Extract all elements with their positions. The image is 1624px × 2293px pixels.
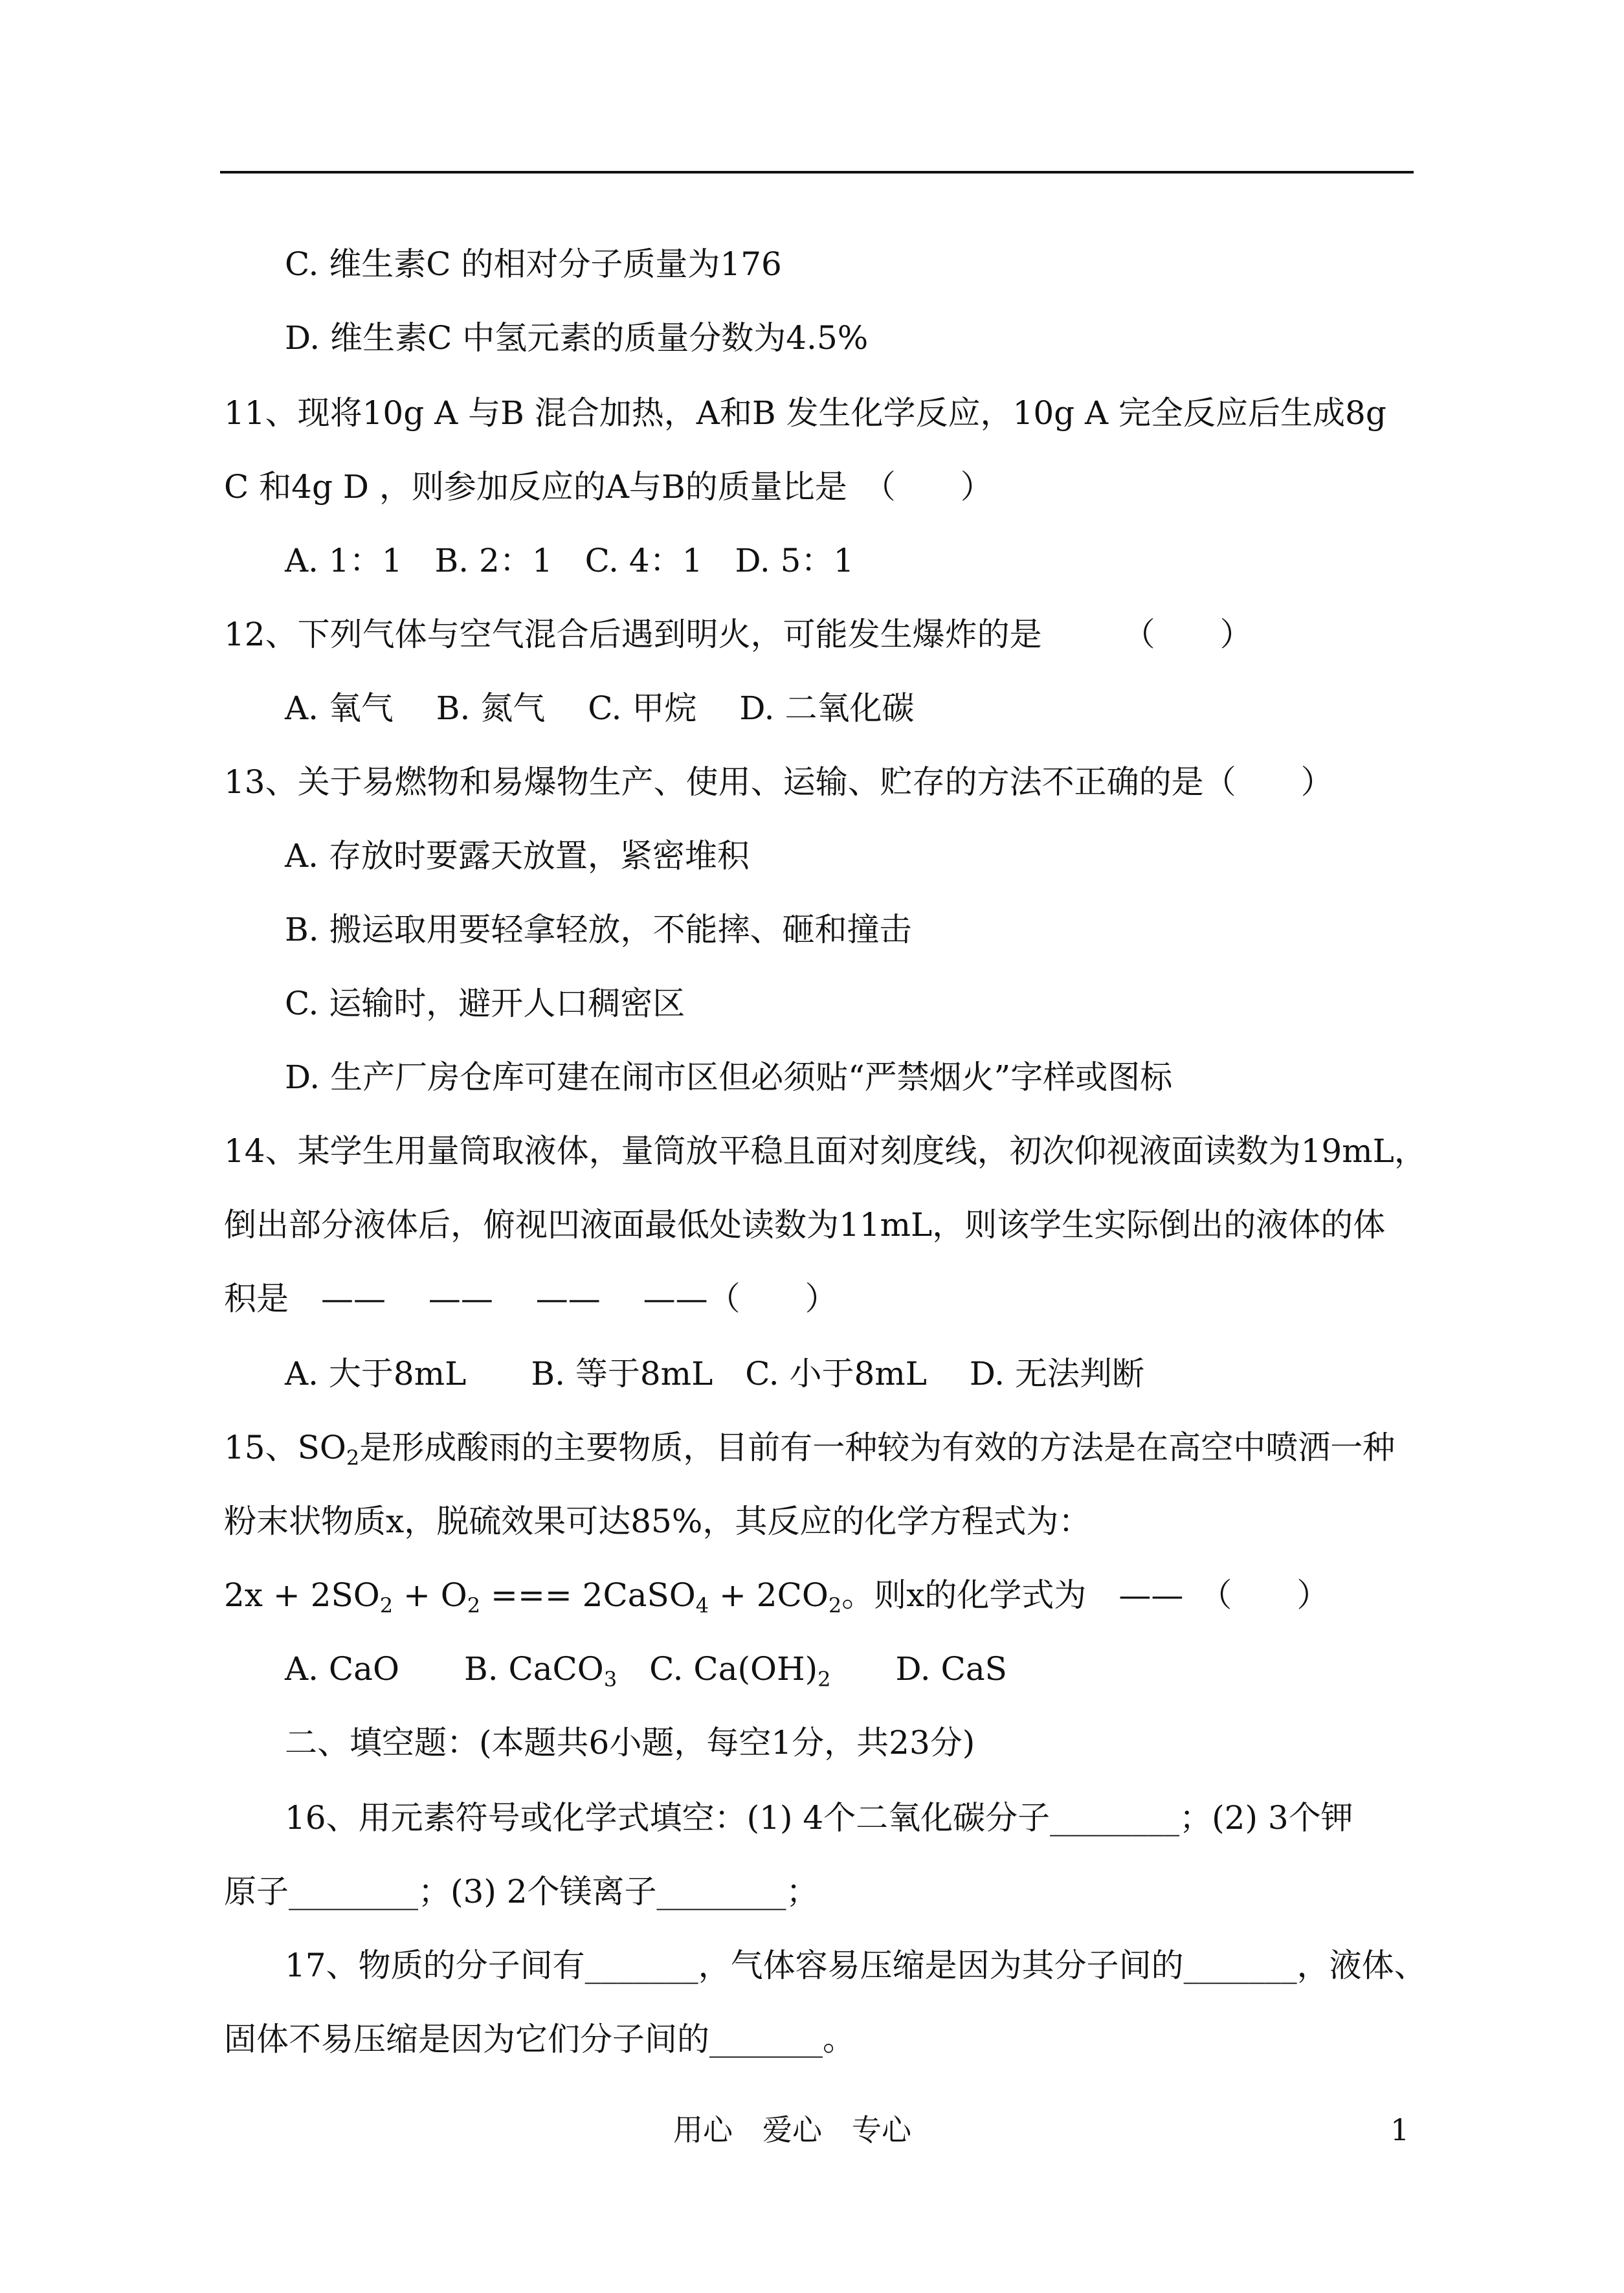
question-17-line-2: 固体不易压缩是因为它们分子间的_______。 (224, 2020, 855, 2058)
option-line: A. 存放时要露天放置，紧密堆积 (285, 837, 750, 875)
question-line: 14、某学生用量筒取液体，量筒放平稳且面对刻度线，初次仰视液面读数为19mL， (224, 1132, 1427, 1170)
header-rule (220, 171, 1414, 173)
footer-motto: 用心 爱心 专心 (673, 2112, 911, 2147)
question-15-options: A. CaO B. CaCO$_3$ C. $Ca(OH)_2$ D. CaS (285, 1650, 1007, 1692)
page-number: 1 (1390, 2112, 1410, 2147)
question-line: 积是 —— —— —— ——（ ） (224, 1280, 838, 1317)
option-line: A. 大于8mL B. 等于8mL C. 小于8mL D. 无法判断 (285, 1355, 1144, 1393)
question-line: C 和4g D ，则参加反应的A与B的质量比是 （ ） (224, 468, 993, 506)
option-line: B. 搬运取用要轻拿轻放，不能摔、砸和撞击 (285, 911, 912, 948)
option-line: D. 维生素C 中氢元素的质量分数为4.5% (285, 319, 869, 357)
question-16-line-1: 16、用元素符号或化学式填空：(1) 4个二氧化碳分子________；(2) 3个钾 (285, 1799, 1353, 1837)
section-heading: 二、填空题：(本题共6小题，每空1分，共23分) (285, 1724, 975, 1762)
question-line: 12、下列气体与空气混合后遇到明火，可能发生爆炸的是 （ ） (224, 616, 1252, 653)
question-line: 13、关于易燃物和易爆物生产、使用、运输、贮存的方法不正确的是（ ） (224, 763, 1333, 801)
chemical-equation: $2x + 2SO_2 + O_2$ === 2CaSO$_4$ + $2CO_2$。则x的化学式为 —— （ ） (224, 1576, 1329, 1618)
question-17-line-1: 17、物质的分子间有_______，气体容易压缩是因为其分子间的_______，液体、 (285, 1947, 1427, 1984)
option-line: C. 运输时，避开人口稠密区 (285, 985, 685, 1022)
option-line: A. 1：1 B. 2：1 C. 4：1 D. 5：1 (285, 542, 854, 579)
question-line: 倒出部分液体后，俯视凹液面最低处读数为11mL，则该学生实际倒出的液体的体 (224, 1206, 1386, 1244)
question-15-line-1: 15、$SO_2$是形成酸雨的主要物质，目前有一种较为有效的方法是在高空中喷洒一种 (224, 1429, 1396, 1470)
question-15-line-2: 粉末状物质x，脱硫效果可达85%，其反应的化学方程式为： (224, 1503, 1091, 1540)
question-line: 11、现将10g A 与B 混合加热，A和B 发生化学反应，10g A 完全反应后生成8g (224, 394, 1386, 432)
option-line: D. 生产厂房仓库可建在闹市区但必须贴“严禁烟火”字样或图标 (285, 1058, 1173, 1096)
option-line: A. 氧气 B. 氮气 C. 甲烷 D. 二氧化碳 (285, 689, 915, 727)
question-16-line-2: 原子________；(3) 2个镁离子________； (224, 1873, 819, 1910)
option-line: C. 维生素C 的相对分子质量为176 (285, 245, 782, 283)
